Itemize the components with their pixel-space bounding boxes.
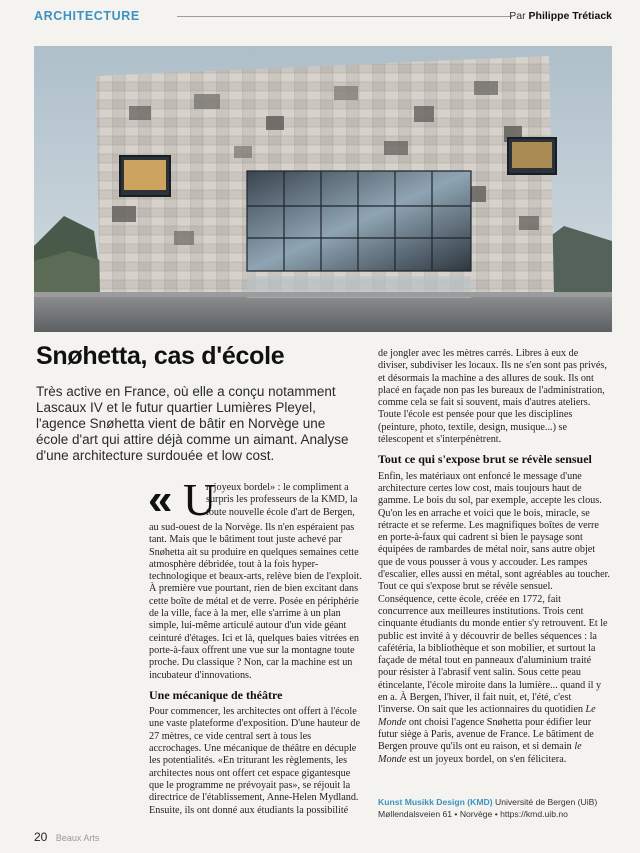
magazine-name: Beaux Arts	[55, 833, 100, 843]
body5-text: ont choisi l'agence Snøhetta pour édifier leur futur siège à Paris, avenue de France. Le bâtiment de Bergen prouve qu'ils ont eu raison, et si demain	[378, 716, 594, 753]
body6-text: est un joyeux bordel, on s'en félicitera.	[406, 753, 567, 765]
paragraph-4	[378, 471, 610, 766]
building-photo	[34, 46, 612, 332]
paragraph-1: au sud-ouest de la Norvège. Ils n'en espéraient pas tant. Mais que le bâtiment tout juste achevé par Snøhetta ait su produire en quelques semaines cette atmosphère débridée, tout à la fois hyper-technologique et beaux-arts, relève bien de l'exploit. À première vue pourtant, rien de bien excitant dans cette boîte de métal et de verre. Posée en périphérie de la ville, face à la mer, elle s'arrime à un plan simple, lui-même articulé autour d'un vide géant ceinturé d'étages. Ici et là, quelques baies vitrées en porte-à-faux offrent une vue sur la montagne toute proche. Du classique ? Non, car la machine est un incubateur d'innovations.	[149, 522, 362, 681]
le-monde-italic-2: le Monde	[378, 741, 582, 765]
header-rule	[177, 16, 512, 17]
intro-runin: n joyeux bordel» : le compliment a surpris les professeurs de la KMD, la toute nouvelle école d'art de Bergen,	[206, 482, 358, 518]
credit-university: Université de Bergen (UiB)	[492, 797, 598, 807]
credit-brand: Kunst Musikk Design (KMD)	[378, 797, 493, 807]
byline-author: Philippe Trétiack	[528, 10, 612, 22]
page-header	[34, 7, 612, 27]
byline-prefix: Par	[509, 10, 529, 22]
building-credit	[378, 796, 612, 820]
left-column	[149, 522, 362, 817]
subhead-mecanique: Une mécanique de théâtre	[149, 687, 283, 702]
subhead-sensuel: Tout ce qui s'expose brut se révèle sensuel	[378, 452, 592, 467]
byline	[509, 10, 612, 22]
body4-text: Enfin, les matériaux ont enfoncé le message d'une architecture certes low cost, mais toujours haut de gamme. Le bois du sol, par exemple, accepte les clous. Qu'on les en arrache et voici que le bois, miracle, se rétracte et se referme. Les magnifiques boîtes de verre en porte-à-faux qui cadrent si bien le paysage sont équipées de rambardes de métal noir, sans autre objet que de vous pousser à vous y accouder. Les rampes d'escalier, elles aussi en métal, sont agréables au toucher. Tout ce qui s'expose brut se révèle sensuel. Conséquence, cette école, créée en 1772, fait concurrence aux meilleures institutions. Trois cent cinquante étudiants du monde entier s'y retrouvent. Et le public est invité à y découvrir de belles séquences : la cafétéria, la bibliothèque et son mobilier, et surtout la façade de métal tout en panneaux d'aluminium traité pour résister à l'abrasif vent salin. Sous cette peau étincelante, l'école miroite dans la lumière... quand il y en a. À Bergen, l'hiver, il fait nuit, et, l'été, c'est l'inverse. On sait que les actionnaires du quotidien	[378, 470, 610, 716]
page-number: 20	[34, 830, 48, 844]
article-lead: Très active en France, où elle a conçu notamment Lascaux IV et le futur quartier Lumières Pleyel, l'agence Snøhetta vient de bâtir en Norvège une école d'art qui attire déjà comme un aimant. Analyse d'une architecture surdouée et low cost.	[36, 384, 349, 463]
paragraph-2: Pour commencer, les architectes ont offert à l'école une vaste plateforme d'exposition. D'une hauteur de 27 mètres, ce vide central sert à tous les accrochages. Une mécanique de théâtre en décuple les potentialités. «En triturant les règlements, les architectes nous ont offert cet espace gigantesque que le programme ne prévoyait pas», se réjouit la directrice de l'établissement, Anne-Helen Mydland. Ensuite, ils ont donné aux étudiants la possibilité	[149, 706, 361, 816]
section-rubric: ARCHITECTURE	[34, 9, 140, 23]
dropcap-quote: «	[148, 475, 173, 524]
page-footer	[34, 828, 99, 846]
paragraph-3: de jongler avec les mètres carrés. Libres à eux de diviser, subdiviser les locaux. Ils ne s'en sont pas privés, et désormais la machine a des allures de souk. Ils ont placé en façade non pas les bureaux de l'administration, comme cela se fait si souvent, mais d'autres ateliers. Toute l'école est pensée pour que les disciplines (peinture, photo, textile, design, musique...) se télescopent et s'interpénètrent.	[378, 348, 607, 446]
le-monde-italic-1: Le Monde	[378, 704, 596, 728]
kmd-building-illustration	[34, 46, 612, 332]
right-column	[378, 348, 610, 766]
credit-line-2: Møllendalsveien 61 • Norvège • https://kmd.uib.no	[378, 809, 568, 819]
dropcap-letter: U	[183, 474, 217, 525]
article-title: Snøhetta, cas d'école	[36, 342, 285, 370]
credit-line-1	[378, 796, 612, 808]
